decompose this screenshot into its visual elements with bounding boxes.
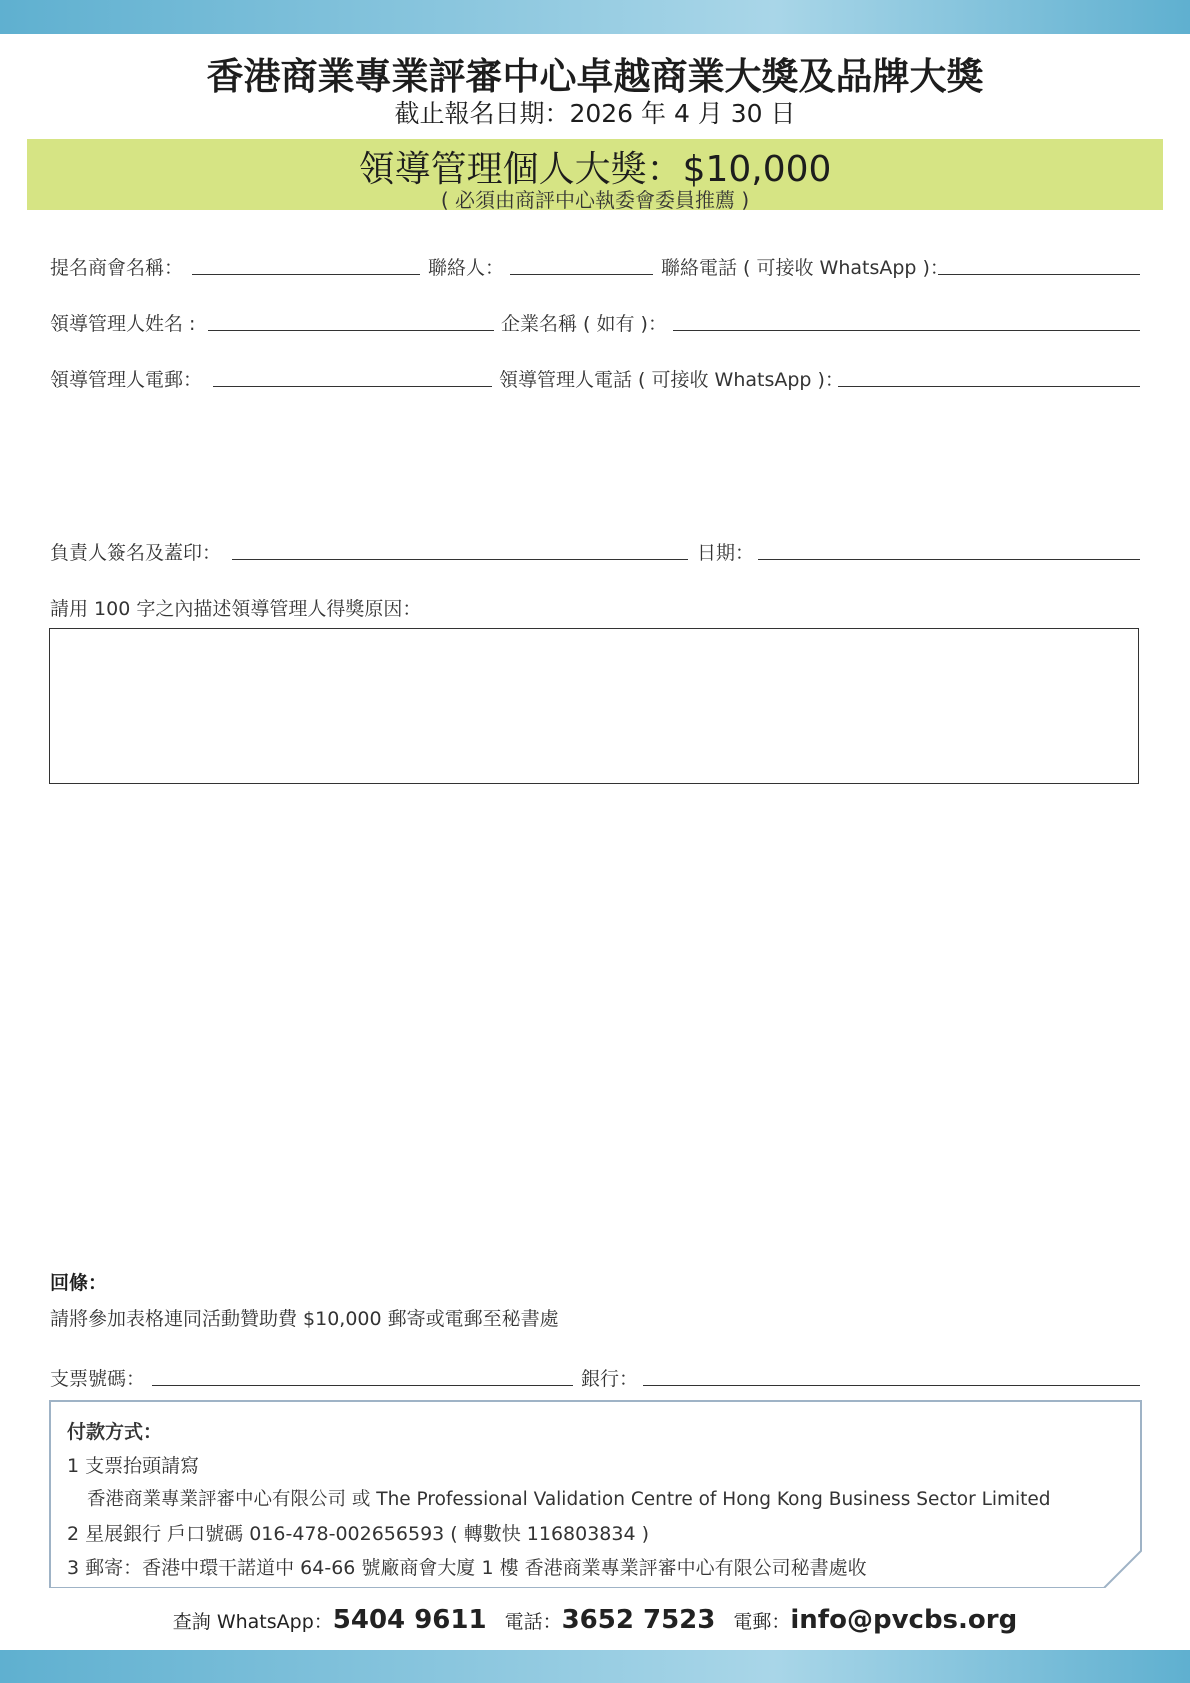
leader-email-label: 領導管理人電郵： [50,369,203,391]
award-subtitle: ( 必須由商評中心執委會委員推薦 ) [440,188,750,212]
contact-person-field[interactable] [510,274,653,275]
contact-phone-field[interactable] [938,274,1140,275]
contact-footer [0,1605,1190,1635]
deadline-text: 截止報名日期：2026 年 4 月 30 日 [394,99,796,128]
cheque-number-label: 支票號碼： [50,1368,146,1390]
signature-label: 負責人簽名及蓋印： [50,542,222,564]
date-label: 日期： [697,542,755,564]
email-label: 電郵： [733,1611,791,1633]
company-name-field[interactable] [673,330,1140,331]
leader-name-field[interactable] [208,330,494,331]
chamber-name-label: 提名商會名稱： [50,257,184,279]
bank-field[interactable] [643,1385,1140,1386]
page-title: 香港商業專業評審中心卓越商業大獎及品牌大獎 [206,55,984,98]
payment-line-3: 3 郵寄：香港中環干諾道中 64-66 號廠商會大廈 1 樓 香港商業專業評審中心有限公司秘書處收 [67,1557,867,1579]
payment-line-2: 2 星展銀行 戶口號碼 016-478-002656593 ( 轉數快 116803834 ) [67,1523,650,1545]
reply-instruction: 請將參加表格連同活動贊助費 $10,000 郵寄或電郵至秘書處 [50,1308,559,1330]
chamber-name-field[interactable] [192,274,420,275]
phone-number[interactable]: 3652 7523 [561,1605,716,1635]
top-decorative-band [0,0,1190,34]
reply-heading: 回條： [50,1272,108,1294]
company-name-label: 企業名稱 ( 如有 )： [501,313,667,335]
leader-phone-label: 領導管理人電話 ( 可接收 WhatsApp )： [499,369,844,391]
payment-line-1: 1 支票抬頭請寫 [67,1455,200,1477]
award-title: 領導管理個人大獎：$10,000 [358,149,832,190]
contact-phone-label: 聯絡電話 ( 可接收 WhatsApp )： [661,257,949,279]
signature-field[interactable] [232,559,688,560]
description-prompt: 請用 100 字之內描述領導管理人得獎原因： [50,598,422,620]
email-link[interactable]: info@pvcbs.org [790,1605,1018,1635]
payment-line-1-detail: 香港商業專業評審中心有限公司 或 The Professional Validation Centre of Hong Kong Business Sector Limited [87,1489,1051,1510]
whatsapp-number[interactable]: 5404 9611 [332,1605,487,1635]
description-input-box[interactable] [49,628,1139,784]
payment-method-box [49,1400,1142,1588]
phone-label: 電話： [504,1611,562,1633]
bottom-decorative-band [0,1650,1190,1683]
bank-label: 銀行： [581,1368,639,1390]
date-field[interactable] [758,559,1140,560]
payment-heading: 付款方式： [67,1421,163,1443]
whatsapp-label: 查詢 WhatsApp： [172,1611,333,1633]
cheque-number-field[interactable] [152,1385,573,1386]
leader-name-label: 領導管理人姓名 : [50,313,196,335]
contact-person-label: 聯絡人： [428,257,505,279]
leader-phone-field[interactable] [838,386,1140,387]
leader-email-field[interactable] [213,386,492,387]
award-banner [27,139,1163,210]
